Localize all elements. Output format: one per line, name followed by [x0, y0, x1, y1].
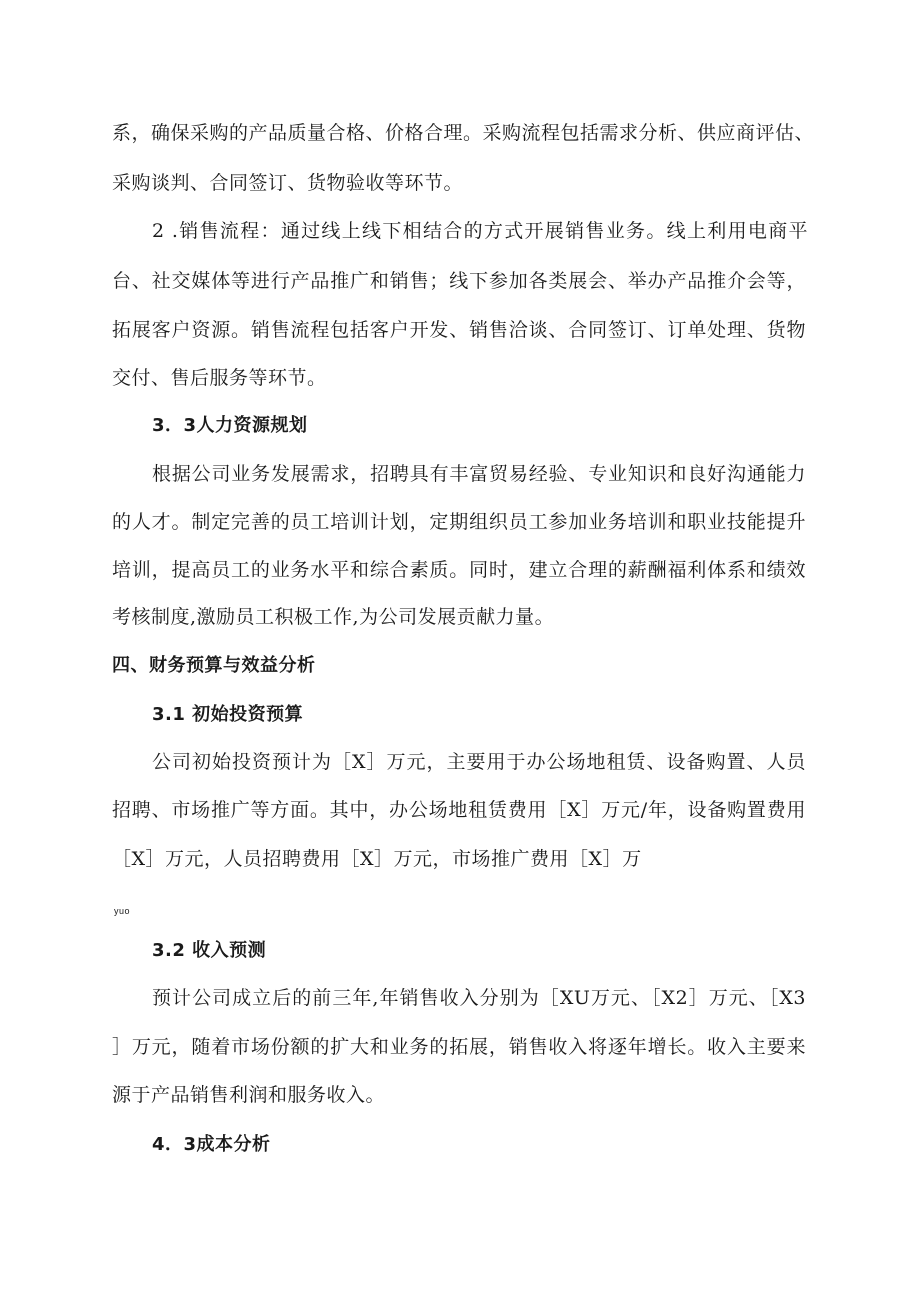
hr-line-3: 培训，提高员工的业务水平和综合素质。同时，建立合理的薪酬福利体系和绩效 — [112, 559, 806, 581]
hr-heading: 3．3人力资源规划 — [152, 415, 308, 436]
revenue-line-1: 预计公司成立后的前三年,年销售收入分别为［XU万元、［X2］万元、［X3 — [152, 987, 806, 1009]
section-4-heading: 四、财务预算与效益分析 — [112, 655, 316, 676]
revenue-line-3: 源于产品销售利润和服务收入。 — [112, 1084, 386, 1106]
procurement-line-1: 系，确保采购的产品质量合格、价格合理。采购流程包括需求分析、供应商评估、 — [112, 122, 815, 144]
revenue-line-2: ］万元，随着市场份额的扩大和业务的拓展，销售收入将逐年增长。收入主要来 — [112, 1036, 806, 1058]
invest-line-1: 公司初始投资预计为［X］万元，主要用于办公场地租赁、设备购置、人员 — [152, 751, 806, 773]
hr-line-1: 根据公司业务发展需求，招聘具有丰富贸易经验、专业知识和良好沟通能力 — [152, 463, 806, 485]
sales-line-2: 台、社交媒体等进行产品推广和销售；线下参加各类展会、举办产品推介会等， — [112, 270, 806, 292]
hr-line-2: 的人才。制定完善的员工培训计划，定期组织员工参加业务培训和职业技能提升 — [112, 511, 806, 533]
revenue-heading: 3.2 收入预测 — [152, 940, 267, 961]
sales-line-3: 拓展客户资源。销售流程包括客户开发、销售洽谈、合同签订、订单处理、货物 — [112, 319, 806, 341]
cost-heading: 4．3成本分析 — [152, 1134, 271, 1155]
sales-line-1: 2 .销售流程：通过线上线下相结合的方式开展销售业务。线上利用电商平 — [152, 220, 808, 242]
stray-text: yuo — [114, 906, 131, 916]
invest-line-3: ［X］万元，人员招聘费用［X］万元，市场推广费用［X］万 — [112, 848, 642, 870]
sales-line-4: 交付、售后服务等环节。 — [112, 367, 327, 389]
hr-line-4: 考核制度,激励员工积极工作,为公司发展贡献力量。 — [112, 606, 555, 628]
invest-heading: 3.1 初始投资预算 — [152, 704, 304, 725]
invest-line-2: 招聘、市场推广等方面。其中，办公场地租赁费用［X］万元/年，设备购置费用 — [112, 799, 806, 821]
procurement-line-2: 采购谈判、合同签订、货物验收等环节。 — [112, 172, 464, 194]
